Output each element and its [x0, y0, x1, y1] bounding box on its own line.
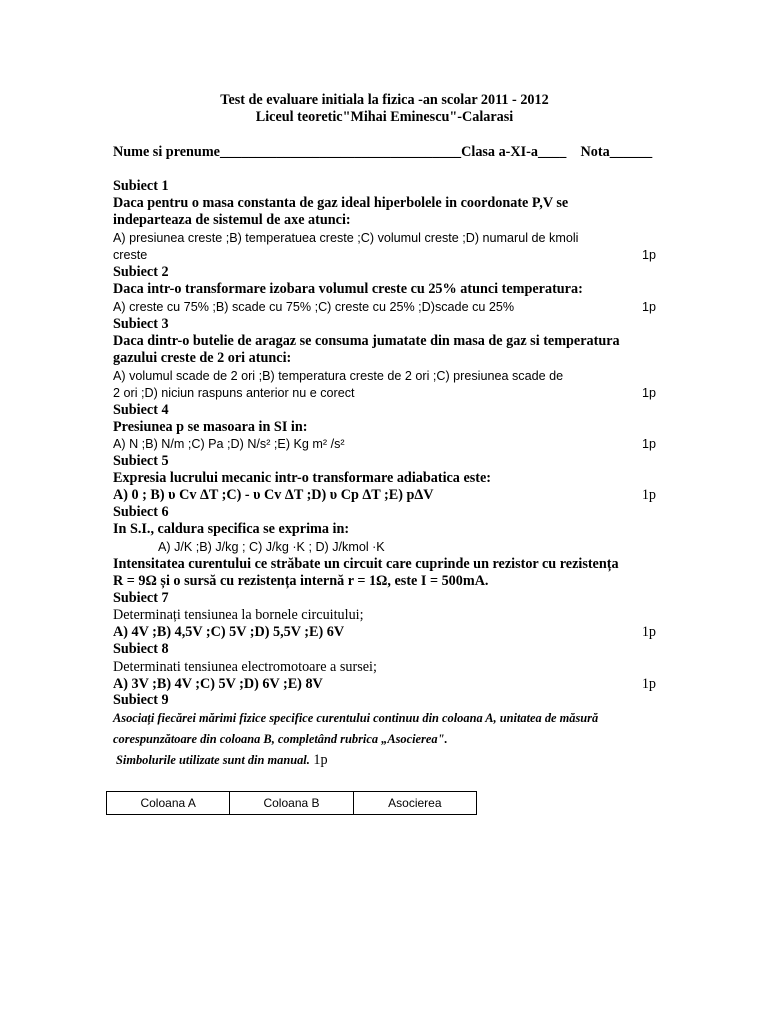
subject-9-title: Subiect 9	[113, 692, 169, 708]
subject-5-answers: A) 0 ; B) υ Cv ΔT ;C) - υ Cv ΔT ;D) υ Cp ΔT ;E) pΔV	[113, 487, 434, 503]
subject-2-answers: A) creste cu 75% ;B) scade cu 75% ;C) creste cu 25% ;D)scade cu 25%	[113, 300, 515, 314]
column-b-header: Coloana B	[230, 792, 353, 815]
subject-7-question: Determinați tensiunea la bornele circuitului;	[113, 607, 364, 623]
subject-2-question: Daca intr-o transformare izobara volumul creste cu 25% atunci temperatura:	[113, 281, 583, 297]
subject-7-answers: A) 4V ;B) 4,5V ;C) 5V ;D) 5,5V ;E) 6V	[113, 624, 345, 640]
circuit-statement: Intensitatea curentului ce străbate un circuit care cuprinde un rezistor cu rezistența	[113, 556, 619, 572]
subject-8-answers-row	[113, 676, 656, 693]
subject-3-answers-row	[113, 385, 656, 402]
subject-1-points: 1p	[641, 248, 656, 262]
subject-6-question: In S.I., caldura specifica se exprima in:	[113, 521, 350, 537]
subject-3-points: 1p	[641, 386, 656, 400]
test-title: Test de evaluare initiala la fizica -an scolar 2011 - 2012	[220, 92, 549, 108]
circuit-statement-cont: R = 9Ω și o sursă cu rezistența internă r = 1Ω, este I = 500mA.	[113, 573, 489, 589]
subject-9-note-row	[116, 752, 659, 769]
subject-3-question: Daca dintr-o butelie de aragaz se consuma jumatate din masa de gaz si temperatura	[113, 333, 620, 349]
subject-8-answers: A) 3V ;B) 4V ;C) 5V ;D) 6V ;E) 8V	[113, 676, 323, 692]
subject-3-title: Subiect 3	[113, 316, 169, 332]
subject-5-points: 1p	[641, 487, 656, 503]
subject-7-answers-row	[113, 624, 656, 641]
subject-2-title: Subiect 2	[113, 264, 169, 280]
subject-9-note: Simbolurile utilizate sunt din manual.	[116, 753, 310, 767]
subject-8-title: Subiect 8	[113, 641, 169, 657]
subject-9-instruction-cont: corespunzătoare din coloana B, completând rubrica „Asocierea".	[113, 732, 448, 746]
subject-3-answers-tail: 2 ori ;D) niciun raspuns anterior nu e corect	[113, 386, 355, 400]
class-label: Clasa a-XI-a____	[461, 144, 567, 160]
subject-4-answers-row	[113, 436, 656, 453]
subject-9-instruction: Asociați fiecărei mărimi fizice specifice curentului continuu din coloana A, unitatea de măsură	[113, 711, 599, 725]
table-header-row	[107, 792, 477, 815]
name-blank: __________________________________	[219, 144, 462, 160]
subject-2-points: 1p	[641, 300, 656, 314]
school-name: Liceul teoretic"Mihai Eminescu"-Calarasi	[255, 109, 514, 125]
identity-line	[113, 144, 656, 161]
name-label: Nume si prenume	[113, 144, 220, 160]
subject-1-answers-tail: creste	[113, 248, 148, 262]
column-a-header: Coloana A	[107, 792, 230, 815]
subject-3-question-cont: gazului creste de 2 ori atunci:	[113, 350, 292, 366]
subject-4-question: Presiunea p se masoara in SI in:	[113, 419, 308, 435]
subject-6-answers: A) J/K ;B) J/kg ; C) J/kg ·K ; D) J/kmol ·K	[158, 540, 385, 554]
subject-4-points: 1p	[641, 437, 656, 451]
subject-1-question: Daca pentru o masa constanta de gaz ideal hiperbolele in coordonate P,V se	[113, 195, 569, 211]
subject-3-answers: A) volumul scade de 2 ori ;B) temperatura creste de 2 ori ;C) presiunea scade de	[113, 369, 564, 383]
association-table	[106, 791, 477, 815]
subject-9-points: 1p	[313, 752, 328, 768]
subject-1-answers: A) presiunea creste ;B) temperatuea creste ;C) volumul creste ;D) numarul de kmoli	[113, 231, 579, 245]
association-header: Asocierea	[353, 792, 476, 815]
grade-label: Nota______	[580, 144, 653, 160]
subject-1-answers-cont	[113, 247, 656, 264]
subject-5-answers-row	[113, 487, 656, 504]
subject-7-title: Subiect 7	[113, 590, 169, 606]
subject-7-points: 1p	[641, 624, 656, 640]
subject-6-title: Subiect 6	[113, 504, 169, 520]
subject-5-question: Expresia lucrului mecanic intr-o transformare adiabatica este:	[113, 470, 492, 486]
subject-1-title: Subiect 1	[113, 178, 169, 194]
subject-8-question: Determinati tensiunea electromotoare a sursei;	[113, 659, 377, 675]
subject-2-answers-row	[113, 299, 656, 316]
subject-1-question-cont: indeparteaza de sistemul de axe atunci:	[113, 212, 351, 228]
subject-4-answers: A) N ;B) N/m ;C) Pa ;D) N/s² ;E) Kg m² /s²	[113, 437, 345, 451]
subject-4-title: Subiect 4	[113, 402, 169, 418]
subject-5-title: Subiect 5	[113, 453, 169, 469]
subject-8-points: 1p	[641, 676, 656, 692]
